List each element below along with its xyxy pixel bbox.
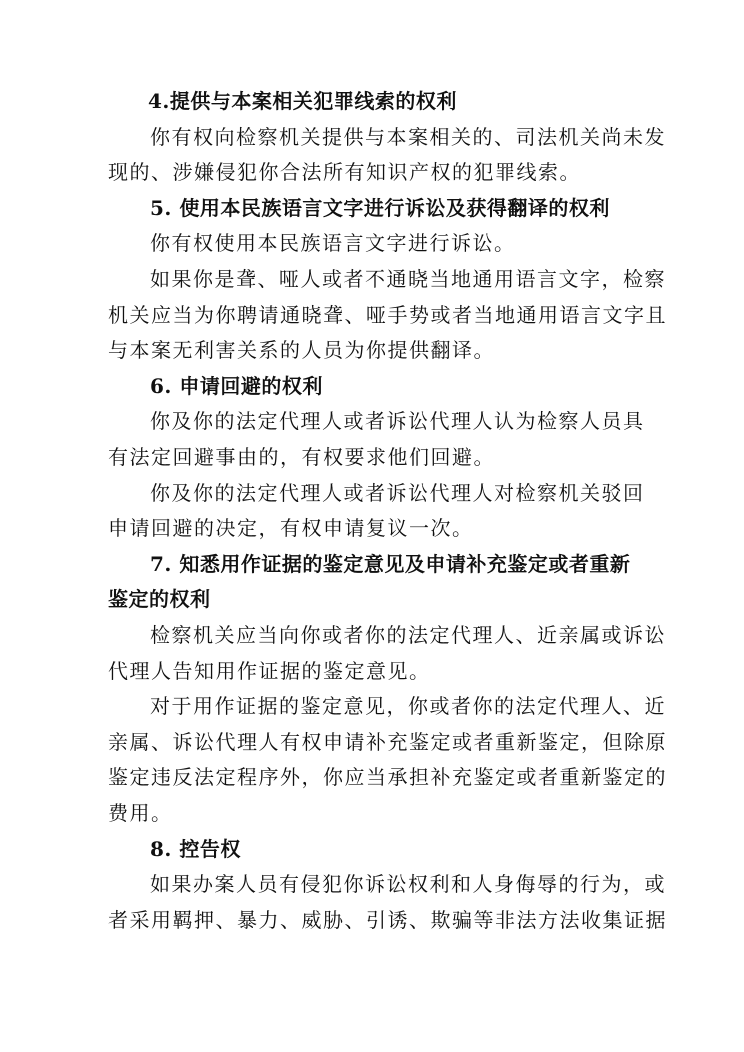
section-7-heading-line-2: 鉴定的权利	[108, 587, 211, 611]
section-4-para-1-line-2: 现的、涉嫌侵犯你合法所有知识产权的犯罪线索。	[108, 160, 581, 184]
section-7-para-2-line-4: 费用。	[108, 801, 173, 825]
section-7-heading-line-1: 7. 知悉用作证据的鉴定意见及申请补充鉴定或者重新	[150, 552, 631, 576]
section-7-para-2-line-3: 鉴定违反法定程序外，你应当承担补充鉴定或者重新鉴定的	[108, 765, 667, 789]
section-5-para-1-line-1: 你有权使用本民族语言文字进行诉讼。	[150, 231, 516, 255]
section-4-para-1-line-1: 你有权向检察机关提供与本案相关的、司法机关尚未发	[150, 125, 666, 149]
section-6-para-1-line-2: 有法定回避事由的，有权要求他们回避。	[108, 445, 495, 469]
section-6-heading: 6. 申请回避的权利	[150, 374, 323, 398]
section-8-para-1-line-2: 者采用羁押、暴力、威胁、引诱、欺骗等非法方法收集证据	[108, 908, 667, 932]
section-4-heading: 4.提供与本案相关犯罪线索的权利	[148, 89, 457, 113]
section-5-heading: 5. 使用本民族语言文字进行诉讼及获得翻译的权利	[150, 196, 610, 220]
section-5-para-2-line-2: 机关应当为你聘请通晓聋、哑手势或者当地通用语言文字且	[108, 303, 667, 327]
section-6-para-2-line-1: 你及你的法定代理人或者诉讼代理人对检察机关驳回	[150, 481, 645, 505]
section-8-heading: 8. 控告权	[150, 837, 241, 861]
section-5-para-2-line-1: 如果你是聋、哑人或者不通晓当地通用语言文字，检察	[150, 267, 666, 291]
section-8-para-1-line-1: 如果办案人员有侵犯你诉讼权利和人身侮辱的行为，或	[150, 872, 666, 896]
section-7-para-2-line-1: 对于用作证据的鉴定意见，你或者你的法定代理人、近	[150, 694, 666, 718]
section-7-para-1-line-2: 代理人告知用作证据的鉴定意见。	[108, 659, 431, 683]
section-6-para-1-line-1: 你及你的法定代理人或者诉讼代理人认为检察人员具	[150, 409, 645, 433]
section-5-para-2-line-3: 与本案无利害关系的人员为你提供翻译。	[108, 338, 495, 362]
section-7-para-2-line-2: 亲属、诉讼代理人有权申请补充鉴定或者重新鉴定，但除原	[108, 730, 667, 754]
section-6-para-2-line-2: 申请回避的决定，有权申请复议一次。	[108, 516, 474, 540]
section-7-para-1-line-1: 检察机关应当向你或者你的法定代理人、近亲属或诉讼	[150, 623, 666, 647]
